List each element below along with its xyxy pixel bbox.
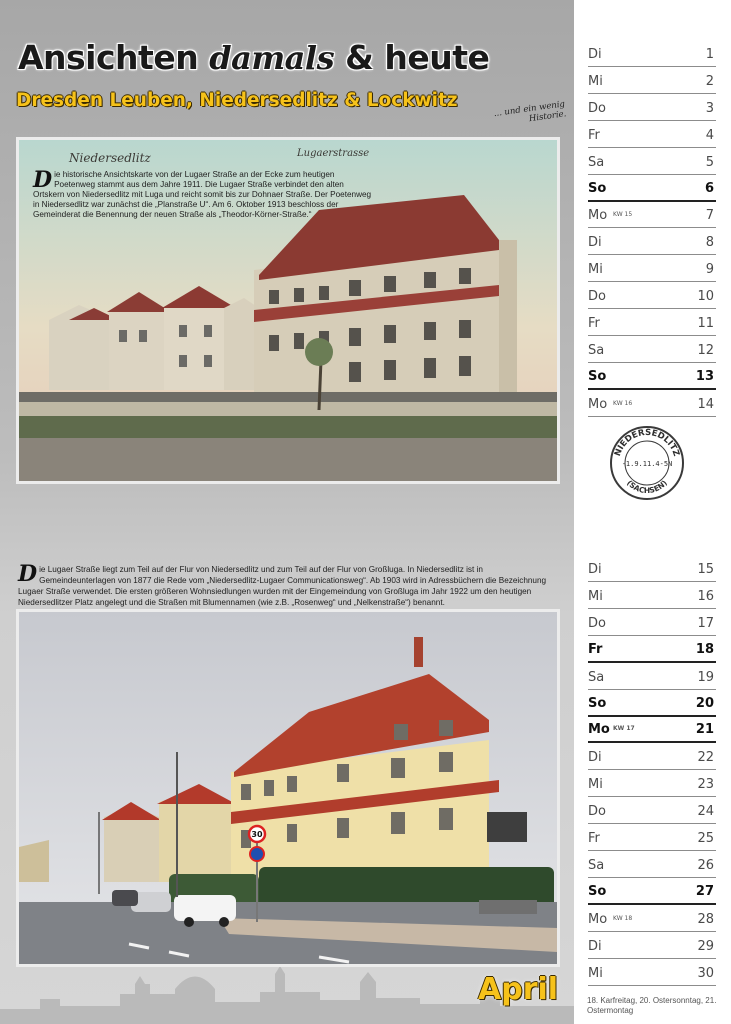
weekday-label: Mo: [588, 208, 608, 224]
weekday-label: So: [588, 695, 607, 711]
calendar-day-row: [588, 148, 716, 175]
calendar-day-row: [588, 959, 716, 986]
calendar-day-row: [588, 363, 716, 390]
weekday-label: Mo: [588, 911, 608, 927]
day-number: 30: [697, 965, 714, 981]
weekday-label: Do: [588, 100, 606, 116]
month-name: April: [478, 972, 559, 1007]
calendar-day-row: [588, 555, 716, 582]
calendar-day-row: [588, 905, 716, 932]
weekday-label: Fr: [588, 641, 603, 657]
day-number: 23: [697, 777, 714, 793]
day-number: 20: [695, 695, 714, 711]
weekday-label: Mi: [588, 777, 603, 793]
modern-street-photo: [16, 609, 560, 967]
speed-limit-value: 30: [251, 830, 263, 839]
day-number: 24: [697, 804, 714, 820]
tagline: ... und ein wenig Historie.: [493, 99, 567, 125]
calendar-day-row: [588, 67, 716, 94]
calendar-day-row: [588, 121, 716, 148]
calendar-day-row: [588, 309, 716, 336]
weekday-label: So: [588, 883, 607, 899]
drop-cap: D: [33, 167, 53, 193]
weekday-label: Di: [588, 938, 602, 954]
calendar-week-label: KW 17: [613, 725, 635, 733]
calendar-day-row: [588, 201, 716, 228]
weekday-label: Mi: [588, 965, 603, 981]
day-number: 8: [705, 235, 714, 251]
svg-text:NIEDERSEDLITZ: [613, 428, 681, 458]
weekday-label: Di: [588, 47, 602, 62]
day-number: 1: [705, 47, 714, 62]
day-number: 4: [705, 127, 714, 143]
page-title: [18, 38, 489, 77]
day-number: 21: [695, 722, 714, 738]
historic-description-body: ie historische Ansichtskarte von der Lugaer Straße an der Ecke zum heutigen Poetenweg stammt aus dem Jahre 1911. Die Lugaer Straße verbindet den alten Ortskern von Niedersedlitz mit Luga und reicht somit bis zur Dohnaer Straße. Der Poetenweg in Niedersedlitz war zunächst die „Planstraße U“. Am 6. Oktober 1913 beschloss der Gemeinderat die Benennung der neuen Straße als „Theodor-Körner-Straße.“: [33, 170, 372, 219]
weekday-label: So: [588, 180, 607, 196]
weekday-label: Mi: [588, 73, 603, 89]
weekday-label: Mi: [588, 588, 603, 604]
weekday-label: Mo: [588, 722, 610, 738]
modern-description-body: ie Lugaer Straße liegt zum Teil auf der Flur von Niedersedlitz und zum Teil auf der Flur von Großluga. In Niedersedlitz ist in Gemeindeunterlagen von 1877 die Rede vom „Niedersedlitz-Lugaer Communicationsweg“. Ab 1903 wird in Adressbüchern die Bezeichnung Lugaer Straße verwendet. Die ersten größeren Wohnsiedlungen wurden mit der Eingemeindung von Großluga im Jahr 1922 um den heutigen Niedersedlitzer Platz angelegt und die Straßen mit Blumennamen (wie z.B. „Rosenweg“ und „Nelkenstraße“) benannt.: [18, 565, 547, 607]
weekday-label: Fr: [588, 127, 600, 143]
weekday-label: Do: [588, 804, 606, 820]
calendar-day-row: [588, 716, 716, 743]
stamp-date: -1.9.11.4-5N: [621, 460, 673, 468]
stamp-bottom-text: (SACHSEN): [625, 478, 669, 496]
historic-postcard-image: [16, 137, 560, 484]
postcard-street-caption: Lugaerstrasse: [297, 148, 370, 159]
calendar-day-row: [588, 175, 716, 202]
calendar-week-label: KW 16: [613, 399, 633, 407]
calendar-day-row: [588, 663, 716, 690]
weekday-label: Di: [588, 750, 602, 766]
day-number: 9: [705, 262, 714, 278]
weekday-label: Sa: [588, 342, 605, 358]
day-number: 11: [697, 316, 714, 331]
day-number: 18: [695, 641, 714, 657]
stamp-top-text: NIEDERSEDLITZ: [612, 427, 682, 458]
calendar-day-row: [588, 609, 716, 636]
weekday-label: Fr: [588, 831, 600, 846]
weekday-label: Di: [588, 235, 602, 251]
day-number: 14: [697, 396, 714, 412]
day-number: 5: [705, 154, 714, 170]
calendar-day-row: [588, 336, 716, 363]
day-number: 28: [697, 911, 714, 927]
calendar-day-row: [588, 932, 716, 959]
calendar-day-row: [588, 228, 716, 255]
weekday-label: Do: [588, 289, 606, 305]
calendar-day-row: [588, 851, 716, 878]
weekday-label: Sa: [588, 154, 605, 170]
day-number: 16: [697, 588, 714, 604]
drop-cap: D: [18, 561, 38, 587]
calendar-week-label: KW 18: [613, 914, 633, 922]
calendar-day-row: [588, 770, 716, 797]
historic-description: [33, 167, 373, 220]
calendar-day-row: [588, 94, 716, 121]
day-number: 13: [695, 368, 714, 384]
day-number: 3: [705, 100, 714, 116]
svg-text:(SACHSEN): [625, 478, 669, 495]
postcard-place-caption: Niedersedlitz: [69, 151, 151, 165]
day-number: 29: [697, 938, 714, 954]
holiday-footnote: 18. Karfreitag, 20. Ostersonntag, 21. Ostermontag: [587, 996, 717, 1015]
day-number: 7: [705, 208, 714, 224]
page-subtitle: Dresden Leuben, Niedersedlitz & Lockwitz: [16, 90, 458, 111]
calendar-day-row: [588, 282, 716, 309]
weekday-label: Sa: [588, 669, 605, 685]
day-number: 12: [697, 342, 714, 358]
day-number: 27: [695, 883, 714, 899]
calendar-week-label: KW 15: [613, 211, 633, 219]
calendar-day-row: [588, 743, 716, 770]
day-number: 26: [697, 857, 714, 873]
calendar-day-row: [588, 878, 716, 905]
weekday-label: Di: [588, 562, 602, 577]
modern-description: [18, 561, 558, 608]
day-number: 22: [697, 750, 714, 766]
day-number: 25: [697, 831, 714, 846]
weekday-label: Sa: [588, 857, 605, 873]
weekday-label: Mi: [588, 262, 603, 278]
calendar-day-row: [588, 582, 716, 609]
calendar-day-row: [588, 690, 716, 717]
day-number: 15: [697, 562, 714, 577]
weekday-label: Fr: [588, 316, 600, 331]
calendar-day-row: [588, 797, 716, 824]
title-word-damals: damals: [209, 39, 335, 77]
calendar-day-row: [588, 255, 716, 282]
day-number: 17: [697, 615, 714, 631]
calendar-day-row: [588, 40, 716, 67]
weekday-label: Do: [588, 615, 606, 631]
day-number: 10: [697, 289, 714, 305]
day-number: 19: [697, 669, 714, 685]
day-number: 2: [705, 73, 714, 89]
weekday-label: So: [588, 368, 607, 384]
weekday-label: Mo: [588, 396, 608, 412]
day-number: 6: [704, 180, 714, 196]
title-word-ansichten: Ansichten: [18, 38, 199, 77]
postmark-stamp: [607, 423, 687, 503]
calendar-day-row: [588, 636, 716, 663]
calendar-day-row: [588, 824, 716, 851]
calendar-day-row: [588, 390, 716, 417]
title-word-heute: & heute: [345, 38, 490, 77]
